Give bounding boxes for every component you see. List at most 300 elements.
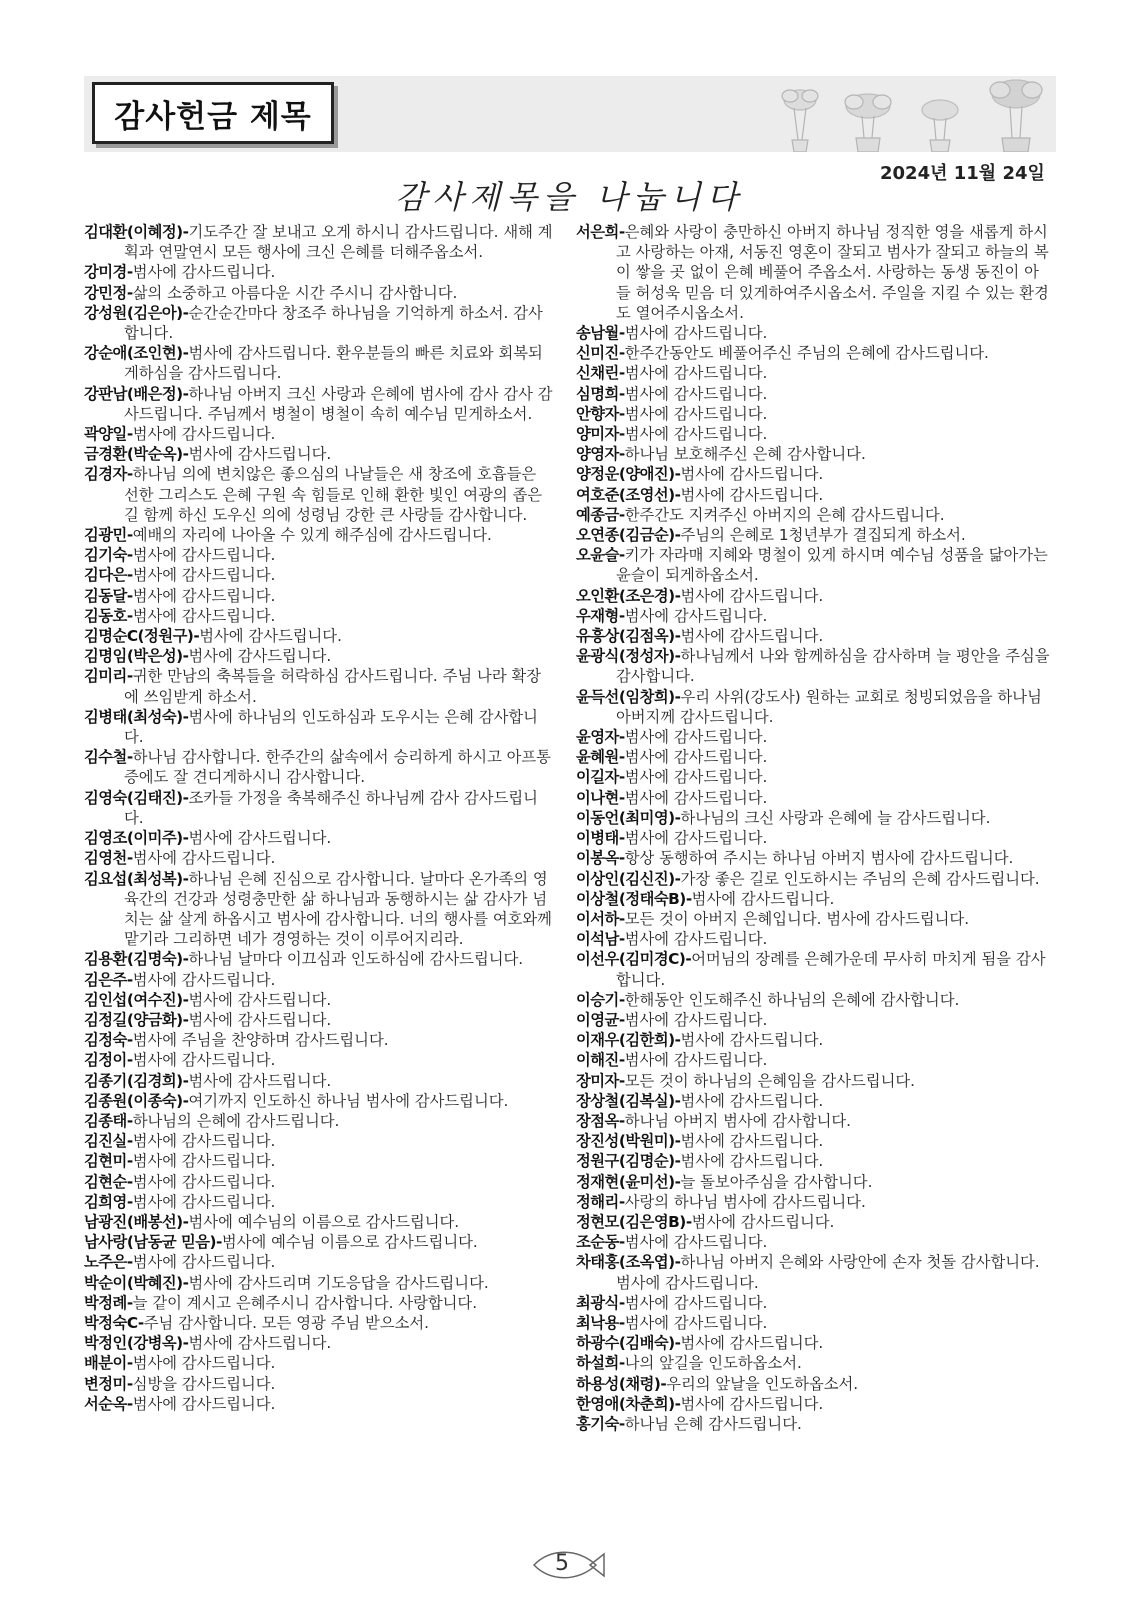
- thanks-entry: [84, 1313, 554, 1333]
- entry-text: 하나님의 은혜에 감사드립니다.: [132, 1111, 340, 1130]
- entry-name: 김동호: [84, 606, 127, 625]
- thanks-entry: [84, 1111, 554, 1131]
- thanks-entry: [576, 505, 1050, 525]
- entry-name: 강순애(조인현): [84, 344, 183, 363]
- thanks-entry: [84, 1091, 554, 1111]
- entry-dash: -: [126, 283, 133, 302]
- entry-text: 삶의 소중하고 아름다운 시간 주시니 감사합니다.: [132, 283, 458, 302]
- entry-text: 범사에 감사드립니다.: [680, 1132, 824, 1151]
- thanks-entry: [84, 1273, 554, 1293]
- entry-text: 범사에 예수님 이름으로 감사드립니다.: [221, 1233, 478, 1252]
- thanks-entry: [576, 848, 1050, 868]
- entry-text: 범사에 감사드리며 기도응답을 감사드립니다.: [188, 1273, 489, 1292]
- entry-name: 김진실: [84, 1132, 127, 1151]
- entry-name: 오인환(조은경): [576, 586, 675, 605]
- entry-name: 이승기: [576, 990, 619, 1009]
- thanks-entry: [84, 222, 554, 262]
- entry-dash: -: [126, 1374, 133, 1393]
- entry-dash: -: [618, 829, 625, 848]
- thanks-entry: [576, 1232, 1050, 1252]
- entry-name: 김용환(김명숙): [84, 950, 183, 969]
- thanks-entry: [576, 747, 1050, 767]
- thanks-entry: [576, 990, 1050, 1010]
- entry-text: 하나님 아버지 범사에 감사합니다.: [624, 1111, 852, 1130]
- entry-dash: -: [126, 526, 133, 545]
- entry-dash: -: [618, 1071, 625, 1090]
- thanks-entry: [576, 687, 1050, 727]
- entry-dash: -: [126, 1172, 133, 1191]
- entry-dash: -: [618, 1051, 625, 1070]
- entry-dash: -: [618, 1111, 625, 1130]
- entry-name: 변정미: [84, 1374, 127, 1393]
- entry-name: 금경환(박순옥): [84, 445, 183, 464]
- thanks-entry: [84, 262, 554, 282]
- entry-text: 범사에 감사드립니다.: [624, 324, 768, 343]
- thanks-entry: [84, 1131, 554, 1151]
- entry-dash: -: [182, 647, 189, 666]
- entry-text: 범사에 감사드립니다.: [132, 1132, 276, 1151]
- thanks-entry: [576, 606, 1050, 626]
- entry-dash: -: [618, 1293, 625, 1312]
- entry-dash: -: [618, 384, 625, 403]
- entry-name: 송남월: [576, 324, 619, 343]
- thanks-entry: [84, 444, 554, 464]
- entry-dash: -: [618, 849, 625, 868]
- thanks-entry: [576, 1091, 1050, 1111]
- thanks-entry: [576, 384, 1050, 404]
- entry-text: 나의 앞길을 인도하옵소서.: [624, 1354, 802, 1373]
- entry-dash: -: [618, 425, 625, 444]
- entry-text: 범사에 감사드립니다.: [132, 970, 276, 989]
- entry-dash: -: [137, 1313, 144, 1332]
- entry-name: 김정길(양금화): [84, 1010, 183, 1029]
- thanks-entry: [576, 1414, 1050, 1434]
- entry-dash: -: [182, 990, 189, 1009]
- entry-name: 김요섭(최성복): [84, 869, 183, 888]
- entry-name: 김종태: [84, 1111, 127, 1130]
- entry-text: 심방을 감사드립니다.: [132, 1374, 276, 1393]
- entry-dash: -: [182, 869, 189, 888]
- entry-dash: -: [685, 889, 692, 908]
- entry-name: 김정숙: [84, 1031, 127, 1050]
- entry-name: 장점옥: [576, 1111, 619, 1130]
- entry-dash: -: [182, 303, 189, 322]
- thanks-entry: [576, 464, 1050, 484]
- entry-name: 김미리: [84, 667, 127, 686]
- entry-text: 범사에 감사드립니다.: [188, 647, 332, 666]
- entry-dash: -: [618, 324, 625, 343]
- thanks-entry: [84, 1192, 554, 1212]
- entry-text: 범사에 감사드립니다.: [680, 1091, 824, 1110]
- entry-dash: -: [674, 808, 681, 827]
- entry-text: 범사에 감사드립니다.: [624, 829, 768, 848]
- thanks-entry: [576, 1151, 1050, 1171]
- entry-name: 이나현: [576, 788, 619, 807]
- entry-text: 하나님 아버지 크신 사랑과 은혜에 범사에 감사 감사 감사드립니다. 주님께서 병철이 병철이 속히 예수님 믿게하소서.: [124, 384, 553, 423]
- entry-name: 김다은: [84, 566, 127, 585]
- thanks-entry: [84, 1010, 554, 1030]
- flower-vases-illustration: [760, 76, 1056, 152]
- entry-text: 하나님 은혜 감사드립니다.: [624, 1414, 802, 1433]
- entry-name: 유흥상(김점옥): [576, 627, 675, 646]
- flower-vase-icon: [922, 100, 958, 152]
- entry-text: 범사에 감사드립니다.: [680, 1152, 824, 1171]
- flower-vase-icon: [845, 94, 891, 152]
- entry-text: 늘 같이 계시고 은혜주시니 감사합니다. 사랑합니다.: [132, 1293, 478, 1312]
- entry-dash: -: [182, 445, 189, 464]
- entry-name: 한영애(차춘희): [576, 1394, 675, 1413]
- entry-text: 범사에 감사드립니다.: [624, 1233, 768, 1252]
- thanks-entry: [576, 626, 1050, 646]
- entry-dash: -: [126, 1293, 133, 1312]
- thanks-entry: [576, 404, 1050, 424]
- thanks-entry: [84, 869, 554, 950]
- entry-name: 이길자: [576, 768, 619, 787]
- thanks-entry: [84, 1212, 554, 1232]
- entry-name: 차태홍(조옥엽): [576, 1253, 675, 1272]
- entry-name: 김수철: [84, 748, 127, 767]
- thanks-entry: [576, 1374, 1050, 1394]
- entry-name: 박정숙C: [84, 1313, 138, 1332]
- entry-dash: -: [126, 1192, 133, 1211]
- entry-text: 항상 동행하여 주시는 하나님 아버지 범사에 감사드립니다.: [624, 849, 1014, 868]
- thanks-entry: [576, 485, 1050, 505]
- page-number-badge: [528, 1548, 608, 1582]
- entry-dash: -: [618, 788, 625, 807]
- entry-text: 순간순간마다 창조주 하나님을 기억하게 하소서. 감사합니다.: [124, 303, 543, 343]
- entry-name: 하광수(김배숙): [576, 1334, 675, 1353]
- thanks-entry: [576, 869, 1050, 889]
- entry-name: 장진성(박원미): [576, 1132, 675, 1151]
- entry-name: 여호준(조영선): [576, 485, 675, 504]
- entry-name: 이병태: [576, 829, 619, 848]
- entry-name: 이봉옥: [576, 849, 619, 868]
- entry-text: 범사에 감사드립니다.: [680, 485, 824, 504]
- entry-name: 김영조(이미주): [84, 829, 183, 848]
- thanks-entry: [84, 1293, 554, 1313]
- entry-dash: -: [674, 586, 681, 605]
- entry-dash: -: [182, 707, 189, 726]
- thanks-entry: [576, 889, 1050, 909]
- entry-dash: -: [182, 1334, 189, 1353]
- entry-dash: -: [674, 647, 681, 666]
- entry-dash: -: [126, 546, 133, 565]
- thanks-entry: [576, 1010, 1050, 1030]
- entry-dash: -: [674, 869, 681, 888]
- section-subtitle: 감사제목을 나눕니다: [395, 178, 744, 216]
- thanks-entry: [84, 666, 554, 706]
- entry-text: 범사에 감사드립니다.: [199, 627, 342, 646]
- entry-name: 하용성(채령): [576, 1374, 661, 1393]
- entry-name: 이석남: [576, 930, 619, 949]
- entry-dash: -: [674, 687, 681, 706]
- entry-dash: -: [182, 950, 189, 969]
- entry-name: 김현순: [84, 1172, 127, 1191]
- entry-text: 어머님의 장례를 은혜가운데 무사히 마치게 됨을 감사합니다.: [616, 950, 1046, 989]
- entry-name: 강민정: [84, 283, 127, 302]
- thanks-entry: [576, 323, 1050, 343]
- entry-dash: -: [618, 223, 625, 241]
- entry-text: 범사에 감사드립니다.: [680, 586, 824, 605]
- entry-text: 범사에 감사드립니다.: [680, 465, 824, 484]
- entry-name: 김광민: [84, 526, 127, 545]
- entry-dash: -: [674, 1253, 681, 1272]
- entry-name: 박정인(강병옥): [84, 1334, 183, 1353]
- left-column: [84, 222, 554, 1414]
- thanks-entry: [84, 606, 554, 626]
- thanks-entry: [84, 1252, 554, 1272]
- entry-name: 정재현(윤미선): [576, 1172, 675, 1191]
- entry-text: 주님의 은혜로 1청년부가 결집되게 하소서.: [680, 526, 966, 545]
- entry-name: 강성원(김은아): [84, 303, 183, 322]
- entry-dash: -: [126, 748, 133, 767]
- entry-dash: -: [182, 1212, 189, 1231]
- entry-dash: -: [126, 1132, 133, 1151]
- thanks-entry: [84, 586, 554, 606]
- thanks-entry: [84, 1151, 554, 1171]
- entry-dash: -: [618, 930, 625, 949]
- entry-text: 범사에 감사드립니다.: [188, 990, 332, 1009]
- entry-text: 범사에 감사드립니다.: [624, 788, 768, 807]
- entry-dash: -: [618, 1233, 625, 1252]
- entry-name: 오연종(김금순): [576, 526, 675, 545]
- entry-text: 가장 좋은 길로 인도하시는 주님의 은혜 감사드립니다.: [680, 869, 1040, 888]
- entry-text: 범사에 감사드립니다. 환우분들의 빠른 치료와 회복되게하심을 감사드립니다.: [124, 344, 543, 383]
- entry-dash: -: [182, 384, 189, 403]
- entry-text: 하나님 감사합니다. 한주간의 삶속에서 승리하게 하시고 아프통증에도 잘 견디게하시니 감사합니다.: [124, 748, 551, 787]
- thanks-entry: [84, 545, 554, 565]
- thanks-entry: [84, 828, 554, 848]
- thanks-entry: [576, 363, 1050, 383]
- entry-text: 범사에 감사드립니다.: [624, 425, 768, 444]
- entry-dash: -: [618, 445, 625, 464]
- entry-dash: -: [182, 1071, 189, 1090]
- thanks-entry: [84, 343, 554, 383]
- entry-text: 하나님 보호해주신 은혜 감사합니다.: [624, 445, 866, 464]
- entry-name: 심명희: [576, 384, 619, 403]
- entry-dash: -: [618, 1313, 625, 1332]
- entry-dash: -: [126, 667, 133, 686]
- entry-name: 윤혜원: [576, 748, 619, 767]
- thanks-entry: [576, 1131, 1050, 1151]
- entry-text: 범사에 감사드립니다.: [624, 1051, 768, 1070]
- entry-text: 범사에 감사드립니다.: [680, 1394, 824, 1413]
- entry-text: 범사에 감사드립니다.: [691, 889, 835, 908]
- entry-name: 이해진: [576, 1051, 619, 1070]
- entry-text: 범사에 감사드립니다.: [624, 364, 768, 383]
- entry-name: 윤광식(정성자): [576, 647, 675, 666]
- thanks-entry: [84, 990, 554, 1010]
- entry-dash: -: [674, 1132, 681, 1151]
- entry-text: 범사에 감사드립니다.: [624, 768, 768, 787]
- entry-text: 하나님 날마다 이끄심과 인도하심에 감사드립니다.: [188, 950, 524, 969]
- entry-text: 범사에 감사드립니다.: [132, 1192, 276, 1211]
- entry-dash: -: [674, 627, 681, 646]
- entry-text: 범사에 감사드립니다.: [132, 546, 276, 565]
- entry-dash: -: [126, 425, 133, 444]
- entry-name: 정원구(김명순): [576, 1152, 675, 1171]
- entry-name: 박정례: [84, 1293, 127, 1312]
- entry-text: 범사에 감사드립니다.: [132, 1051, 276, 1070]
- entry-name: 이영균: [576, 1010, 619, 1029]
- entry-dash: -: [182, 1010, 189, 1029]
- entry-name: 우재형: [576, 606, 619, 625]
- entry-dash: -: [674, 1031, 681, 1050]
- entry-dash: -: [674, 465, 681, 484]
- entry-text: 범사에 감사드립니다.: [132, 1394, 276, 1413]
- entry-text: 범사에 감사드립니다.: [624, 748, 768, 767]
- entry-dash: -: [126, 1152, 133, 1171]
- thanks-entry: [576, 1192, 1050, 1212]
- entry-dash: -: [674, 1091, 681, 1110]
- entry-name: 이동언(최미영): [576, 808, 675, 827]
- thanks-entry: [84, 626, 554, 646]
- thanks-entry: [84, 1172, 554, 1192]
- entry-name: 신미진: [576, 344, 619, 363]
- entry-dash: -: [660, 1374, 667, 1393]
- entry-dash: -: [618, 768, 625, 787]
- entry-dash: -: [182, 344, 189, 363]
- thanks-entry: [84, 1050, 554, 1070]
- entry-name: 김종기(김경희): [84, 1071, 183, 1090]
- entry-dash: -: [126, 1111, 133, 1130]
- entry-dash: -: [618, 546, 625, 565]
- thanks-entry: [84, 707, 554, 747]
- entry-text: 범사에 감사드립니다.: [132, 586, 276, 605]
- entry-name: 이상철(정태숙B): [576, 889, 686, 908]
- entry-text: 범사에 감사드립니다.: [132, 1354, 276, 1373]
- entry-name: 장상철(김복실): [576, 1091, 675, 1110]
- entry-text: 한해동안 인도해주신 하나님의 은혜에 감사합니다.: [624, 990, 960, 1009]
- entry-text: 우리의 앞날을 인도하옵소서.: [666, 1374, 859, 1393]
- entry-dash: -: [126, 465, 133, 484]
- entry-text: 범사에 감사드립니다.: [132, 263, 276, 282]
- entry-name: 홍기숙: [576, 1414, 619, 1433]
- entry-text: 범사에 감사드립니다.: [132, 1253, 276, 1272]
- entry-name: 김희영: [84, 1192, 127, 1211]
- thanks-entry: [576, 808, 1050, 828]
- entry-text: 사랑의 하나님 범사에 감사드립니다.: [624, 1192, 866, 1211]
- thanks-entry: [576, 222, 1050, 323]
- thanks-entry: [576, 1212, 1050, 1232]
- entry-dash: -: [618, 748, 625, 767]
- thanks-entry: [576, 545, 1050, 585]
- thanks-entry: [84, 1333, 554, 1353]
- entry-text: 하나님 아버지 은혜와 사랑안에 손자 첫돌 감사합니다. 범사에 감사드립니다.: [616, 1253, 1040, 1292]
- thanks-entry: [576, 828, 1050, 848]
- entry-text: 범사에 감사드립니다.: [132, 425, 276, 444]
- page-title: 감사헌금 제목: [92, 82, 334, 144]
- entry-dash: -: [216, 1233, 222, 1252]
- thanks-entry: [576, 929, 1050, 949]
- entry-text: 범사에 감사드립니다.: [624, 1293, 768, 1312]
- entry-dash: -: [685, 950, 692, 969]
- entry-text: 여기까지 인도하신 하나님 범사에 감사드립니다.: [188, 1091, 509, 1110]
- entry-name: 김인섭(여수진): [84, 990, 183, 1009]
- entry-text: 조카들 가정을 축복해주신 하나님께 감사 감사드립니다.: [124, 788, 538, 827]
- thanks-entry: [84, 970, 554, 990]
- entry-dash: -: [126, 586, 133, 605]
- entry-text: 범사에 감사드립니다.: [188, 1334, 332, 1353]
- thanks-entry: [576, 1050, 1050, 1070]
- entry-text: 한주간동안도 베풀어주신 주님의 은혜에 감사드립니다.: [624, 344, 989, 363]
- entry-dash: -: [193, 627, 200, 646]
- entry-text: 범사에 하나님의 인도하심과 도우시는 은혜 감사합니다.: [124, 707, 538, 747]
- entry-text: 범사에 감사드립니다.: [624, 930, 768, 949]
- thanks-entry: [576, 343, 1050, 363]
- entry-text: 범사에 감사드립니다.: [624, 1313, 768, 1332]
- entry-text: 범사에 주님을 찬양하며 감사드립니다.: [132, 1031, 389, 1050]
- entry-text: 범사에 감사드립니다.: [132, 849, 276, 868]
- entry-name: 하설희: [576, 1354, 619, 1373]
- entry-dash: -: [674, 1334, 681, 1353]
- thanks-entry: [576, 1030, 1050, 1050]
- entry-text: 하나님의 크신 사랑과 은혜에 늘 감사드립니다.: [680, 808, 991, 827]
- thanks-entry: [84, 1353, 554, 1373]
- thanks-entry: [576, 909, 1050, 929]
- entry-name: 윤득선(임창희): [576, 687, 675, 706]
- thanks-entry: [84, 565, 554, 585]
- entry-dash: -: [618, 344, 625, 363]
- entry-text: 주님 감사합니다. 모든 영광 주님 받으소서.: [143, 1313, 430, 1332]
- entry-text: 범사에 감사드립니다.: [624, 1010, 768, 1029]
- thanks-entry: [84, 384, 554, 424]
- thanks-entry: [84, 1030, 554, 1050]
- entry-dash: -: [674, 1152, 681, 1171]
- entry-name: 최광식: [576, 1293, 619, 1312]
- right-column: [576, 222, 1050, 1434]
- thanks-entry: [84, 303, 554, 343]
- entry-text: 하나님 의에 변치않은 좋으심의 나날들은 새 창조에 호흡들은 선한 그리스도 은혜 구원 속 힘들로 인해 환한 빛인 여광의 좁은 길 함께 하신 도우신 의에 성령님 강한 큰 사랑들 감사합니다.: [124, 465, 543, 524]
- entry-name: 오윤슬: [576, 546, 619, 565]
- thanks-entry: [576, 949, 1050, 989]
- entry-dash: -: [674, 526, 681, 545]
- entry-name: 김은주: [84, 970, 127, 989]
- entry-name: 김병태(최성숙): [84, 707, 183, 726]
- entry-name: 이재우(김한희): [576, 1031, 675, 1050]
- entry-text: 범사에 감사드립니다.: [624, 606, 768, 625]
- thanks-entry: [576, 646, 1050, 686]
- entry-name: 김영숙(김태진): [84, 788, 183, 807]
- entry-text: 키가 자라매 지혜와 명철이 있게 하시며 예수님 성품을 닮아가는 윤슬이 되게하옵소서.: [616, 546, 1048, 585]
- thanks-entry: [576, 1111, 1050, 1131]
- entry-dash: -: [126, 849, 133, 868]
- entry-dash: -: [618, 364, 625, 383]
- entry-dash: -: [674, 1172, 681, 1191]
- entry-dash: -: [126, 606, 133, 625]
- entry-dash: -: [618, 505, 625, 524]
- entry-dash: -: [182, 1273, 189, 1292]
- entry-text: 범사에 감사드립니다.: [132, 606, 276, 625]
- entry-name: 김현미: [84, 1152, 127, 1171]
- entry-text: 범사에 감사드립니다.: [624, 728, 768, 747]
- entry-text: 범사에 예수님의 이름으로 감사드립니다.: [188, 1212, 460, 1231]
- entry-name: 김대환(이혜정): [84, 223, 183, 241]
- entry-name: 양미자: [576, 425, 619, 444]
- entry-text: 하나님 은혜 진심으로 감사합니다. 날마다 온가족의 영육간의 건강과 성령충만한 삶 하나님과 동행하시는 삶 감사가 넘치는 삶 살게 하옵시고 범사에 감사합니다. 너의 행사를 여호와께 맡기라 그리하면 네가 경영하는 것이 이루어지리라.: [124, 869, 552, 949]
- entry-dash: -: [618, 404, 625, 423]
- entry-name: 남광진(배봉선): [84, 1212, 183, 1231]
- entry-dash: -: [126, 1253, 133, 1272]
- entry-dash: -: [126, 1051, 133, 1070]
- entry-dash: -: [674, 1394, 681, 1413]
- entry-name: 박순이(박혜진): [84, 1273, 183, 1292]
- entry-text: 한주간도 지켜주신 아버지의 은혜 감사드립니다.: [624, 505, 945, 524]
- entry-text: 범사에 감사드립니다.: [680, 627, 824, 646]
- entry-name: 최낙용: [576, 1313, 619, 1332]
- thanks-entry: [576, 1394, 1050, 1414]
- date-label: 2024년 11월 24일: [880, 163, 1045, 184]
